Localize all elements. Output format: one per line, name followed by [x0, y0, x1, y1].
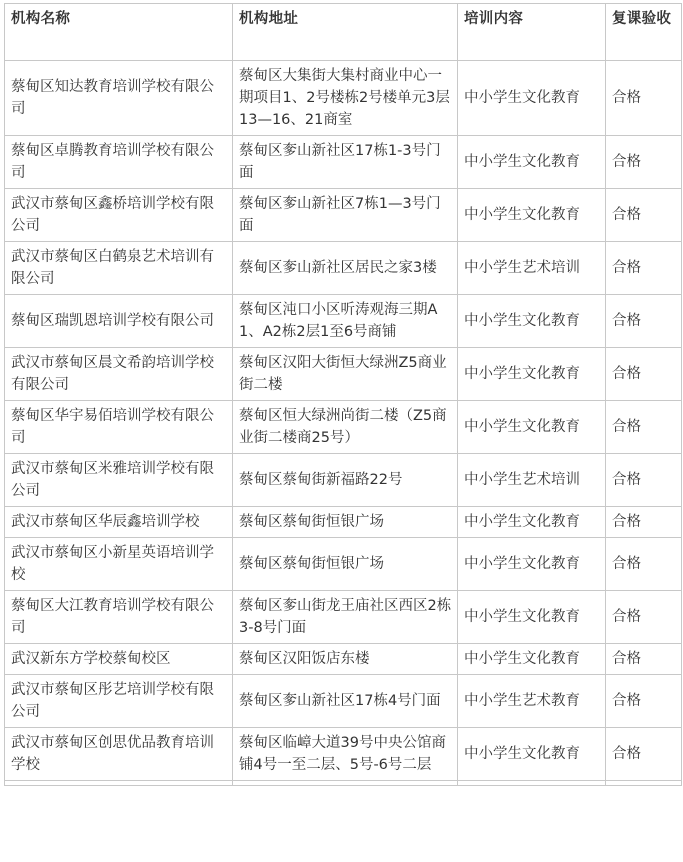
cell-inspection-result: 合格: [606, 644, 682, 675]
cell-inspection-result: 合格: [606, 591, 682, 644]
cell-inspection-result: 合格: [606, 295, 682, 348]
cell-institution-name: 蔡甸区卓腾教育培训学校有限公司: [5, 136, 233, 189]
cell-institution-name: 武汉市蔡甸区鑫桥培训学校有限公司: [5, 189, 233, 242]
table-row: [5, 136, 682, 189]
cell-inspection-result: 合格: [606, 136, 682, 189]
cell-inspection-result: 合格: [606, 61, 682, 136]
cell-institution-address: 蔡甸区奓山新社区居民之家3楼: [233, 242, 458, 295]
institution-table-container: [4, 3, 681, 786]
cell-institution-name: 武汉市蔡甸区白鹤泉艺术培训有限公司: [5, 242, 233, 295]
cell-inspection-result: 合格: [606, 454, 682, 507]
table-row: [5, 295, 682, 348]
cell-institution-name: 蔡甸区大江教育培训学校有限公司: [5, 591, 233, 644]
cell-institution-address: 蔡甸区奓山新社区17栋4号门面: [233, 675, 458, 728]
cell-institution-address: 蔡甸区汉阳饭店东楼: [233, 644, 458, 675]
cell-institution-address: 蔡甸区临嶂大道39号中央公馆商铺4号一至二层、5号-6号二层: [233, 728, 458, 781]
cell-training-content: 中小学生文化教育: [458, 538, 606, 591]
cell-institution-address: 蔡甸区汉阳大街恒大绿洲Z5商业街二楼: [233, 348, 458, 401]
cell-training-content: 中小学生文化教育: [458, 136, 606, 189]
cell-institution-address: 蔡甸区沌口小区听涛观海三期A1、A2栋2层1至6号商铺: [233, 295, 458, 348]
cell-training-content: 中小学生文化教育: [458, 189, 606, 242]
table-row: [5, 644, 682, 675]
table-row: [5, 401, 682, 454]
cell-inspection-result: 合格: [606, 507, 682, 538]
table-row: [5, 591, 682, 644]
table-row: [5, 61, 682, 136]
cell-institution-address: 蔡甸区奓山街龙王庙社区西区2栋3-8号门面: [233, 591, 458, 644]
cell-inspection-result: 合格: [606, 728, 682, 781]
cell-institution-address: 蔡甸区蔡甸街恒银广场: [233, 538, 458, 591]
cell-inspection-result: 合格: [606, 189, 682, 242]
cell-institution-name: 武汉市蔡甸区华辰鑫培训学校: [5, 507, 233, 538]
institution-table: [4, 3, 682, 786]
cell-institution-address: 蔡甸区大集街大集村商业中心一期项目1、2号楼栋2号楼单元3层13—16、21商室: [233, 61, 458, 136]
cell-training-content: 中小学生文化教育: [458, 728, 606, 781]
cell-training-content: 中小学生文化教育: [458, 61, 606, 136]
cell-institution-address: 蔡甸区蔡甸街恒银广场: [233, 507, 458, 538]
header-reopening-inspection: 复课验收: [606, 4, 682, 61]
header-institution-address: 机构地址: [233, 4, 458, 61]
cell-inspection-result: 合格: [606, 401, 682, 454]
cell-training-content: 中小学生文化教育: [458, 295, 606, 348]
table-row: [5, 538, 682, 591]
cell-institution-address: 蔡甸区奓山新社区7栋1—3号门面: [233, 189, 458, 242]
cell-training-content: 中小学生文化教育: [458, 507, 606, 538]
cell-institution-name: 蔡甸区华宇易佰培训学校有限公司: [5, 401, 233, 454]
cell-institution-name: 武汉新东方学校蔡甸校区: [5, 644, 233, 675]
table-row: [5, 454, 682, 507]
table-body: [5, 61, 682, 786]
cell-training-content: 中小学生艺术培训: [458, 242, 606, 295]
table-header-row: [5, 4, 682, 61]
cell-institution-name: 武汉市蔡甸区小新星英语培训学校: [5, 538, 233, 591]
table-row: [5, 675, 682, 728]
cell-institution-address: 蔡甸区奓山新社区17栋1-3号门面: [233, 136, 458, 189]
cell-training-content: 中小学生文化教育: [458, 348, 606, 401]
header-institution-name: 机构名称: [5, 4, 233, 61]
cell-training-content: 中小学生文化教育: [458, 644, 606, 675]
cell-training-content: 中小学生文化教育: [458, 591, 606, 644]
cell-institution-name: 武汉市蔡甸区晨文希韵培训学校有限公司: [5, 348, 233, 401]
cell-inspection-result: 合格: [606, 538, 682, 591]
table-row: [5, 507, 682, 538]
cell-training-content: 中小学生艺术教育: [458, 675, 606, 728]
cell-institution-address: 蔡甸区恒大绿洲尚街二楼（Z5商业街二楼商25号）: [233, 401, 458, 454]
cell-institution-name: 武汉市蔡甸区创思优品教育培训学校: [5, 728, 233, 781]
table-row: [5, 728, 682, 781]
cell-institution-name: 蔡甸区知达教育培训学校有限公司: [5, 61, 233, 136]
table-row: [5, 348, 682, 401]
cell-inspection-result: 合格: [606, 242, 682, 295]
cell-institution-address: 蔡甸区蔡甸街新福路22号: [233, 454, 458, 507]
cell-institution-name: 武汉市蔡甸区彤艺培训学校有限公司: [5, 675, 233, 728]
cell-institution-name: 蔡甸区瑞凯恩培训学校有限公司: [5, 295, 233, 348]
cell-inspection-result: 合格: [606, 675, 682, 728]
table-row-cut: [5, 781, 682, 786]
table-row: [5, 189, 682, 242]
table-row: [5, 242, 682, 295]
cell-training-content: 中小学生文化教育: [458, 401, 606, 454]
cell-institution-name: 武汉市蔡甸区米雅培训学校有限公司: [5, 454, 233, 507]
cell-inspection-result: 合格: [606, 348, 682, 401]
header-training-content: 培训内容: [458, 4, 606, 61]
cell-training-content: 中小学生艺术培训: [458, 454, 606, 507]
